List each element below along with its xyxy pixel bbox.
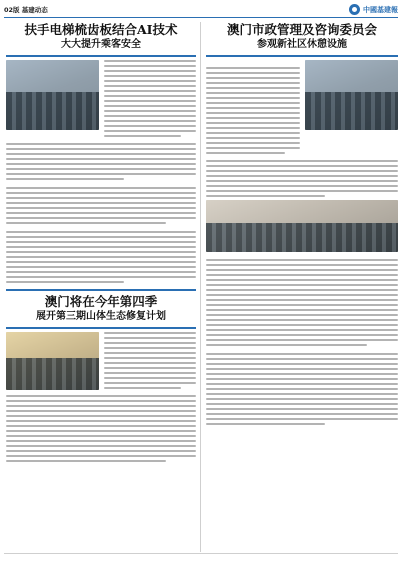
headline-rule — [6, 55, 196, 57]
article-2-row — [6, 332, 196, 392]
left-column — [6, 22, 196, 465]
right-column — [206, 22, 398, 428]
article-lead-row — [6, 60, 196, 140]
subhead-2 — [6, 227, 196, 229]
hillside-photo — [6, 332, 99, 390]
right-headline: 澳门市政管理及咨询委员会 — [226, 22, 377, 37]
right-article-intro — [206, 60, 300, 157]
left-subheadline: 大大提升乘客安全 — [61, 39, 141, 50]
facility-photo — [206, 200, 398, 252]
right-headline-rule — [206, 55, 398, 57]
escalator-photo — [6, 60, 99, 130]
subhead-1 — [6, 183, 196, 185]
second-subheadline: 展开第三期山体生态修复计划 — [36, 311, 166, 322]
masthead-logo — [349, 4, 398, 15]
right-article-body-3 — [206, 353, 398, 425]
second-headline-rule — [6, 327, 196, 329]
article-body-2 — [6, 187, 196, 224]
right-article-body-2 — [206, 259, 398, 346]
right-subhead-1 — [206, 63, 300, 65]
right-article-body — [206, 160, 398, 197]
right-subheadline: 参观新社区休憩设施 — [257, 39, 347, 50]
left-headline: 扶手电梯梳齿板结合AI技术 — [24, 22, 178, 37]
article-intro — [104, 60, 197, 140]
section-rule — [6, 289, 196, 291]
header-rule — [4, 17, 398, 18]
right-subhead-3 — [206, 349, 398, 351]
article-2-intro — [104, 332, 197, 392]
section-label: 02版 基建动态 — [4, 6, 48, 14]
column-divider — [200, 22, 201, 552]
second-headline: 澳门将在今年第四季 — [44, 294, 158, 309]
logo-text: 中國基建報 — [363, 5, 398, 14]
right-article-row — [206, 60, 398, 157]
article-body-3 — [6, 231, 196, 283]
logo-icon — [349, 4, 360, 15]
page-header — [4, 3, 398, 16]
right-subhead-2 — [206, 255, 398, 257]
page-footer — [4, 553, 398, 561]
article-2-body — [6, 395, 196, 462]
committee-visit-photo — [305, 60, 399, 130]
article-body-1 — [6, 143, 196, 180]
